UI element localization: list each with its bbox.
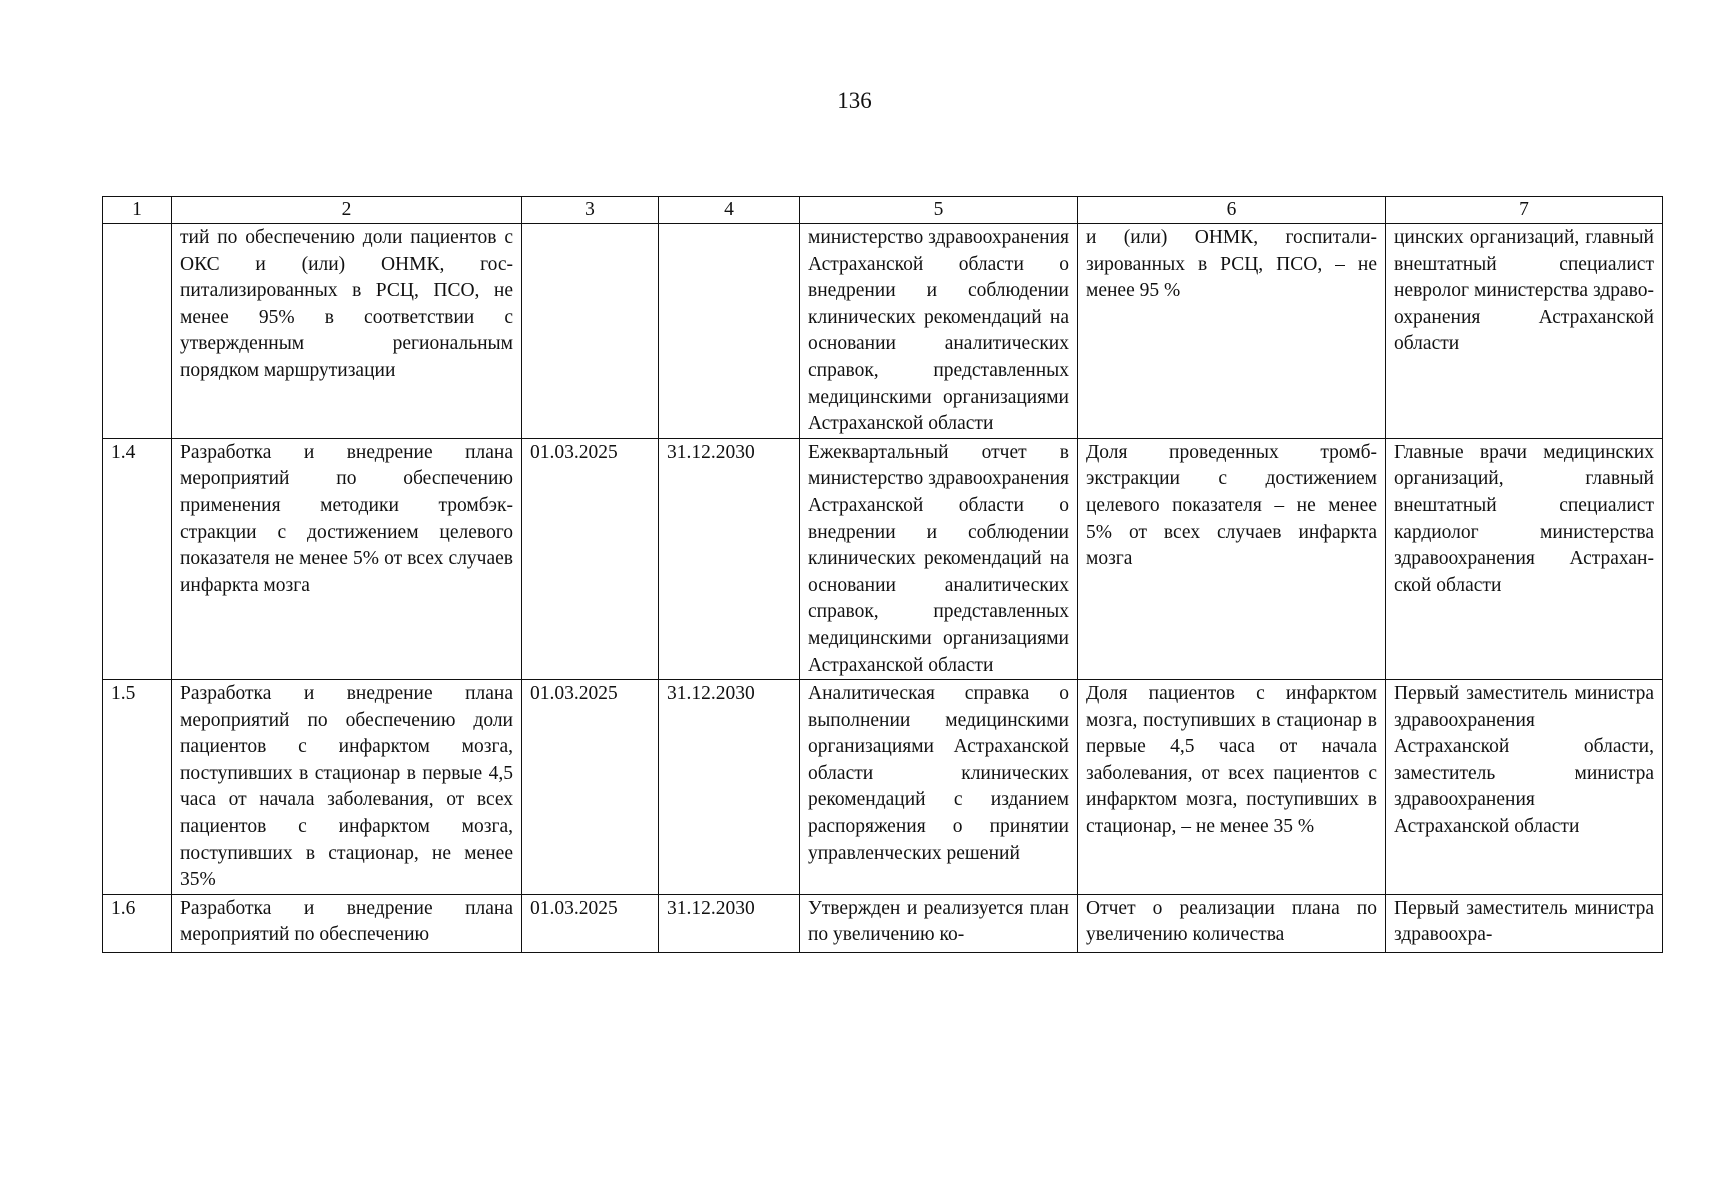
header-col-1: 1 bbox=[103, 197, 172, 224]
table-row bbox=[103, 438, 1663, 679]
measures-table bbox=[102, 196, 1663, 953]
result-cell: министерство здравоохранения Астраханской области о внедрении и соблюдении клинических рекомендаций на основании аналитических справок, представленных медицинскими организациями Астраханской области bbox=[800, 224, 1078, 439]
header-col-2: 2 bbox=[172, 197, 522, 224]
responsible-cell: Первый заместитель министра здравоохра- bbox=[1386, 894, 1663, 952]
action-cell: тий по обеспечению доли пациентов с ОКС и (или) ОНМК, гос-питализированных в РСЦ, ПСО, не менее 95% в соответствии с утвержденным региональным порядком маршрутизации bbox=[172, 224, 522, 439]
row-number: 1.4 bbox=[103, 438, 172, 679]
header-col-6: 6 bbox=[1078, 197, 1386, 224]
table-row bbox=[103, 894, 1663, 952]
table-row bbox=[103, 680, 1663, 895]
start-date-cell: 01.03.2025 bbox=[522, 894, 659, 952]
indicator-cell: Доля пациентов с инфарктом мозга, поступивших в стационар в первые 4,5 часа от начала заболевания, от всех пациентов с инфарктом мозга, поступивших в стационар, – не менее 35 % bbox=[1078, 680, 1386, 895]
end-date-cell bbox=[659, 224, 800, 439]
header-col-5: 5 bbox=[800, 197, 1078, 224]
result-cell: Утвержден и реализуется план по увеличению ко- bbox=[800, 894, 1078, 952]
action-cell: Разработка и внедрение плана мероприятий по обеспечению доли пациентов с инфарктом мозга, поступивших в стационар в первые 4,5 часа от начала заболевания, от всех пациентов с инфарктом мозга, поступивших в стационар, не менее 35% bbox=[172, 680, 522, 895]
row-number bbox=[103, 224, 172, 439]
indicator-cell: и (или) ОНМК, госпитализированных в РСЦ, ПСО, – не менее 95 % bbox=[1078, 224, 1386, 439]
start-date-cell: 01.03.2025 bbox=[522, 438, 659, 679]
responsible-cell: Главные врачи медицинских организаций, главный внештатный специалист кардиолог министерства здравоохранения Астраханской области bbox=[1386, 438, 1663, 679]
result-cell: Ежеквартальный отчет в министерство здравоохранения Астраханской области о внедрении и соблюдении клинических рекомендаций на основании аналитических справок, представленных медицинскими организациями Астраханской области bbox=[800, 438, 1078, 679]
indicator-cell: Отчет о реализации плана по увеличению количества bbox=[1078, 894, 1386, 952]
indicator-cell: Доля проведенных тромбэкстракции с достижением целевого показателя – не менее 5% от всех случаев инфаркта мозга bbox=[1078, 438, 1386, 679]
header-row bbox=[103, 197, 1663, 224]
row-number: 1.6 bbox=[103, 894, 172, 952]
header-col-7: 7 bbox=[1386, 197, 1663, 224]
row-number: 1.5 bbox=[103, 680, 172, 895]
action-cell: Разработка и внедрение плана мероприятий по обеспечению bbox=[172, 894, 522, 952]
end-date-cell: 31.12.2030 bbox=[659, 680, 800, 895]
start-date-cell: 01.03.2025 bbox=[522, 680, 659, 895]
table-row bbox=[103, 224, 1663, 439]
end-date-cell: 31.12.2030 bbox=[659, 438, 800, 679]
header-col-4: 4 bbox=[659, 197, 800, 224]
end-date-cell: 31.12.2030 bbox=[659, 894, 800, 952]
responsible-cell: Первый заместитель министра здравоохранения Астраханской области, заместитель министра здравоохранения Астраханской области bbox=[1386, 680, 1663, 895]
action-cell: Разработка и внедрение плана мероприятий по обеспечению применения методики тромбэкстракции с достижением целевого показателя не менее 5% от всех случаев инфаркта мозга bbox=[172, 438, 522, 679]
header-col-3: 3 bbox=[522, 197, 659, 224]
page-number: 136 bbox=[837, 88, 872, 113]
result-cell: Аналитическая справка о выполнении медицинскими организациями Астраханской области клинических рекомендаций с изданием распоряжения о принятии управленческих решений bbox=[800, 680, 1078, 895]
start-date-cell bbox=[522, 224, 659, 439]
responsible-cell: цинских организаций, главный внештатный специалист невролог министерства здравоохранения Астраханской области bbox=[1386, 224, 1663, 439]
